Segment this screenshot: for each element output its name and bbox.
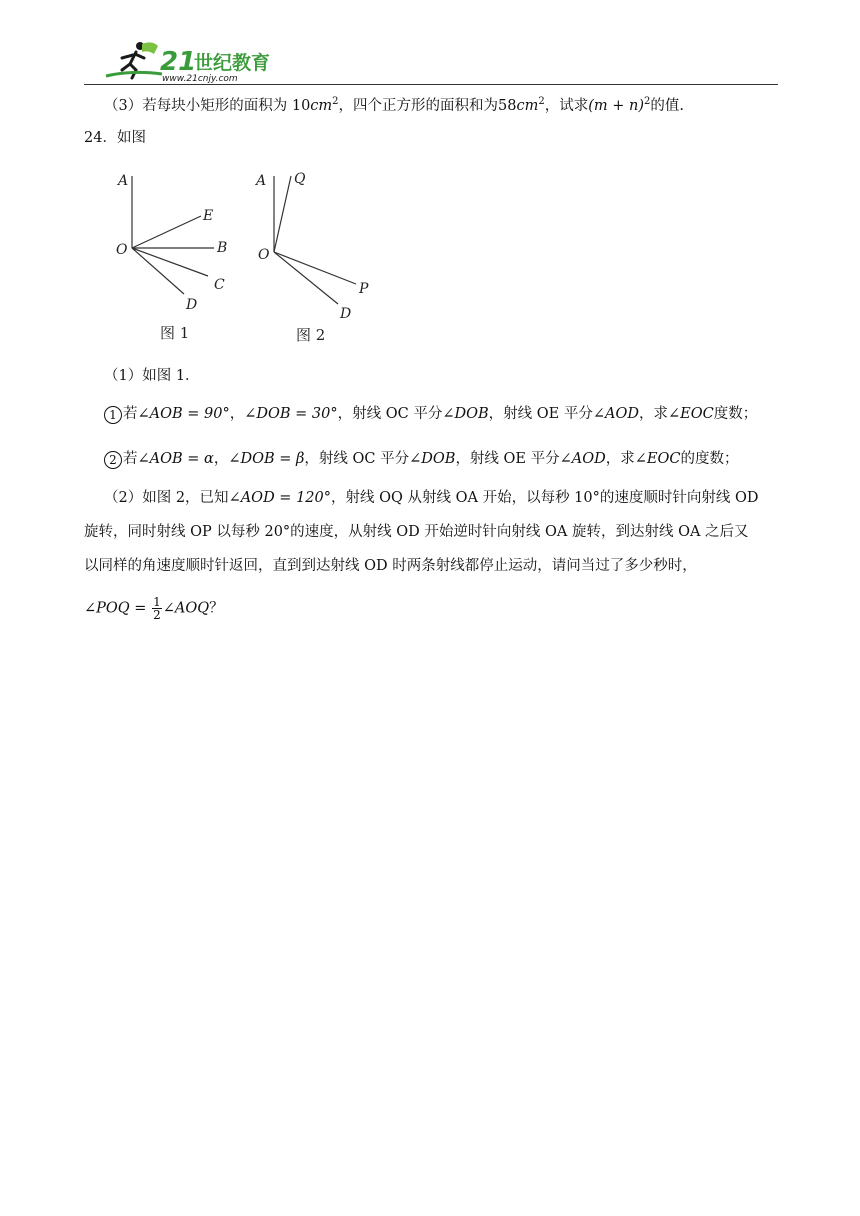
fig2-caption: 图 2 <box>296 326 326 344</box>
q3-prefix: （3）若每块小矩形的面积为 <box>104 98 288 114</box>
page-header <box>84 40 778 88</box>
sub2-text2: ， <box>213 451 229 467</box>
fig1-ray-OE <box>132 216 201 248</box>
q3-area2: 58 <box>498 98 517 114</box>
sub2-math3: ∠DOB <box>409 451 456 467</box>
part2-aoq: ∠AOQ <box>162 600 210 617</box>
q3-area1: 10 <box>291 98 311 114</box>
q3-mid: ，四个正方形的面积和为 <box>338 98 499 114</box>
sub1-text2: ， <box>229 406 245 422</box>
figure-1 <box>132 176 214 294</box>
sub2-math4: ∠AOD <box>559 451 606 467</box>
sub1-math1: ∠AOB = 90° <box>137 406 230 422</box>
part2-line2: 旋转，同时射线 OP 以每秒 20°的速度，从射线 OD 开始逆时针向射线 OA 旋转，到达射线 OA 之后又 <box>84 524 749 540</box>
fraction-one-half <box>152 596 162 621</box>
fig1-ray-OD <box>132 248 184 294</box>
sub1-text1: 若 <box>123 406 138 422</box>
fraction-numerator: 1 <box>153 595 161 609</box>
sub2-math2: ∠DOB = β <box>228 451 305 467</box>
fig2-label-Q: Q <box>294 171 306 187</box>
part1-sub2 <box>104 449 800 469</box>
part2-line3: 以同样的角速度顺时针返回，直到到达射线 OD 时两条射线都停止运动，请问当过了多少秒时， <box>84 558 697 574</box>
figure-2 <box>274 176 356 304</box>
part1-title: （1）如图 1． <box>104 368 200 384</box>
part2-poq: ∠POQ = <box>84 600 147 617</box>
part1-sub1 <box>104 404 800 424</box>
sub2-math1: ∠AOB = α <box>137 451 214 467</box>
logo-url: www.21cnjy.com <box>162 74 238 84</box>
sub1-math2: ∠DOB = 30° <box>244 406 338 422</box>
fig2-ray-OP <box>274 252 356 284</box>
part2-angle: ∠AOD = 120° <box>228 490 331 506</box>
sub1-math4: ∠AOD <box>592 406 639 422</box>
part2-question-mark: ？ <box>209 600 224 617</box>
q3-suffix: 的值. <box>650 98 685 114</box>
fig1-label-E: E <box>203 208 214 224</box>
sub1-text3: ，射线 OC 平分 <box>337 406 443 422</box>
fig1-caption: 图 1 <box>160 324 190 342</box>
fig1-label-O: O <box>116 242 128 258</box>
fig2-label-D: D <box>340 306 352 322</box>
part2-line1-a: （2）如图 2，已知 <box>104 490 229 506</box>
fig1-label-B: B <box>217 240 228 256</box>
part2-line1-b: ，射线 OQ 从射线 OA 开始，以每秒 10°的速度顺时针向射线 OD <box>331 490 759 506</box>
question-number: 24． <box>84 130 117 146</box>
prev-question-part3: （3）若每块小矩形的面积为 $10cm^2$，四个正方形的面积和为$58cm^2$，试求$(m + n)^2$的值. <box>104 96 685 114</box>
sub1-text5: ，求 <box>639 406 668 422</box>
sub2-math5: ∠EOC <box>634 451 681 467</box>
fig1-ray-OC <box>132 248 208 276</box>
circled-number-1: 1 <box>104 406 122 424</box>
logo-cn-text: 世纪教育 <box>194 52 271 74</box>
part2-line1 <box>104 488 800 508</box>
fraction-denominator: 2 <box>153 608 161 622</box>
sub2-text6: 的度数； <box>680 451 739 467</box>
question-24-heading <box>84 128 780 148</box>
fig1-label-C: C <box>214 277 225 293</box>
fig2-label-P: P <box>359 281 369 297</box>
q3-expression: (m + n) <box>588 98 645 114</box>
logo-number: 21 <box>160 47 197 77</box>
figures <box>108 166 398 348</box>
fig2-ray-OD <box>274 252 338 304</box>
fig2-label-A: A <box>256 173 267 189</box>
q3-unit1: cm <box>310 98 333 114</box>
sub1-text4: ，射线 OE 平分 <box>488 406 593 422</box>
sub2-text4: ，射线 OE 平分 <box>455 451 560 467</box>
fig1-label-A: A <box>118 173 129 189</box>
fig2-label-O: O <box>258 247 270 263</box>
q3-unit2: cm <box>516 98 539 114</box>
fig1-label-D: D <box>186 297 198 313</box>
sub2-text1: 若 <box>123 451 138 467</box>
sub1-math3: ∠DOB <box>442 406 489 422</box>
part2-line4 <box>84 596 780 621</box>
site-logo <box>102 40 302 84</box>
q3-mid2: ，试求 <box>544 98 589 114</box>
sub1-text6: 度数； <box>713 406 758 422</box>
circled-number-2: 2 <box>104 451 122 469</box>
sub2-text3: ，射线 OC 平分 <box>304 451 410 467</box>
fig2-ray-OQ <box>274 176 291 252</box>
header-rule <box>84 84 778 85</box>
sub1-math5: ∠EOC <box>668 406 714 422</box>
sub2-text5: ，求 <box>605 451 635 467</box>
flag-icon <box>142 42 158 54</box>
question-title: 如图 <box>116 130 146 146</box>
